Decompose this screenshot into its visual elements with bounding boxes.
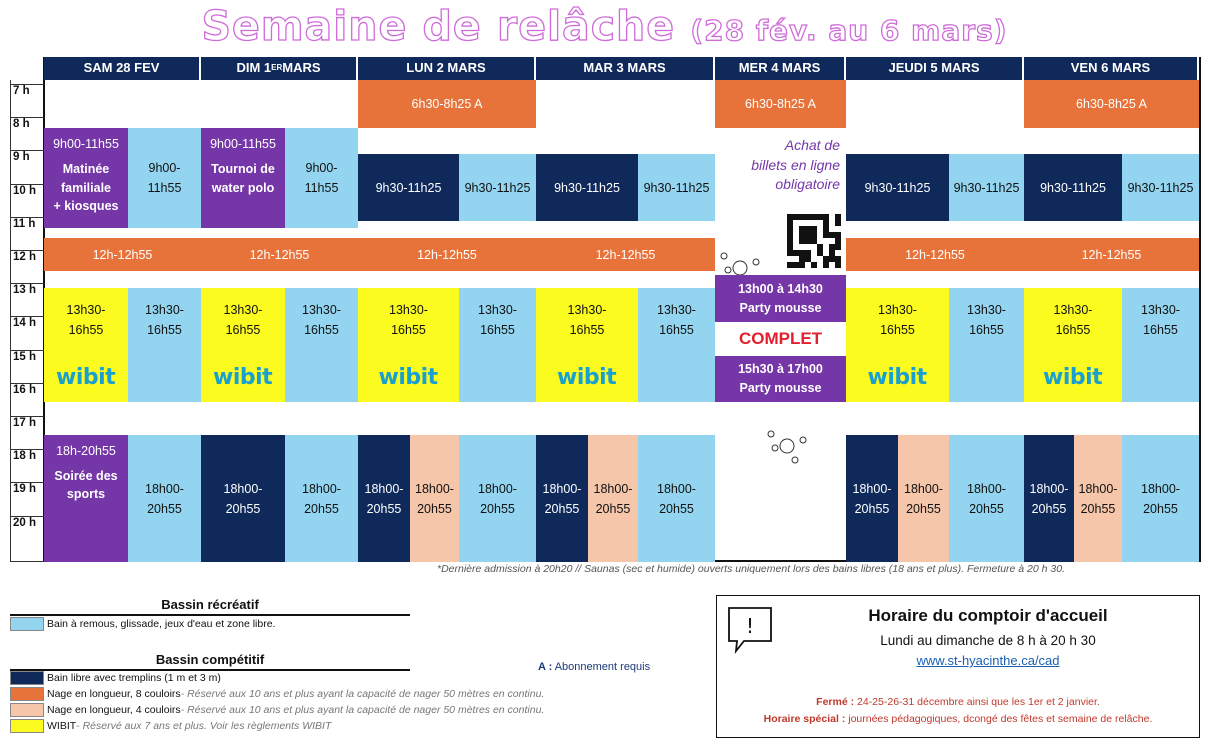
- sam-morning-special: [44, 128, 128, 228]
- accueil-link[interactable]: www.st-hyacinthe.ca/cad: [916, 653, 1060, 668]
- hour-column-frame: [10, 80, 44, 562]
- legend-label: Bain à remous, glissade, jeux d'eau et zone libre.: [47, 618, 276, 630]
- hour-label: 15 h: [11, 350, 44, 383]
- wibit-logo: wibit: [56, 364, 116, 390]
- hour-label: 11 h: [11, 217, 44, 250]
- ferme-text: Fermé : 24-25-26-31 décembre ainsi que les 1er et 2 janvier.: [816, 696, 1100, 708]
- day-header: SAM 28 FEV: [44, 57, 201, 80]
- mer-party-2: 15h30 à 17h00 Party mousse: [715, 356, 846, 402]
- legend-swatch: [10, 687, 44, 701]
- special-time: 9h00-11h55: [210, 137, 276, 152]
- special-title: Tournoi de water polo: [211, 162, 275, 195]
- legend-label: Nage en longueur, 8 couloirs: [47, 688, 181, 700]
- legend-row: [10, 617, 275, 631]
- wibit-logo: wibit: [378, 364, 438, 390]
- wibit-logo: wibit: [213, 364, 273, 390]
- accueil-title: Horaire du comptoir d'accueil: [868, 606, 1108, 625]
- hour-label: 14 h: [11, 316, 44, 349]
- special-title: Matinée familiale + kiosques: [53, 162, 119, 213]
- legend-swatch: [10, 617, 44, 631]
- noon-block: 12h-12h55: [1024, 238, 1199, 271]
- afternoon-rec: 13h30- 16h55: [949, 288, 1024, 402]
- wibit-logo: wibit: [557, 364, 617, 390]
- afternoon-wibit: 13h30- 16h55: [1024, 288, 1122, 402]
- hour-label: 17 h: [11, 416, 44, 449]
- dim-morning-special: [201, 128, 285, 228]
- early-block: 6h30-8h25 A: [715, 80, 846, 128]
- bubbles-icon: [765, 426, 815, 471]
- special-text: Horaire spécial : journées pédagogiques, dcongé des fêtes et semaine de relâche.: [763, 713, 1153, 725]
- morning-comp: 9h30-11h25: [1024, 154, 1122, 220]
- afternoon-wibit: 13h30- 16h55: [44, 288, 128, 402]
- afternoon-wibit: 13h30- 16h55: [846, 288, 949, 402]
- morning-rec: 9h30-11h25: [459, 154, 536, 220]
- accueil-box: [716, 595, 1200, 738]
- day-header: DIM 1 ER MARS: [201, 57, 358, 80]
- evening-comp: 18h00- 20h55: [846, 435, 898, 562]
- legend-label: WIBIT: [47, 720, 77, 732]
- evening-rec: 18h00- 20h55: [1122, 435, 1199, 562]
- sam-evening-rec: 18h00- 20h55: [128, 435, 201, 562]
- afternoon-wibit: 13h30- 16h55: [201, 288, 285, 402]
- wibit-logo: wibit: [867, 364, 927, 390]
- legend-note: - Réservé aux 10 ans et plus ayant la capacité de nager 50 mètres en continu.: [180, 688, 545, 700]
- abonnement-legend: A : Abonnement requis: [538, 661, 651, 673]
- hour-label: 7 h: [11, 84, 44, 117]
- evening-4lanes: 18h00- 20h55: [1074, 435, 1122, 562]
- hour-label: 8 h: [11, 117, 44, 150]
- afternoon-rec: 13h30- 16h55: [459, 288, 536, 402]
- qr-code-icon: [787, 214, 841, 268]
- day-header: LUN 2 MARS: [358, 57, 536, 80]
- legend-label: Bain libre avec tremplins (1 m et 3 m): [47, 672, 221, 684]
- hour-label: 12 h: [11, 250, 44, 283]
- noon-block: 12h-12h55: [536, 238, 715, 271]
- afternoon-wibit: 13h30- 16h55: [536, 288, 638, 402]
- day-header: MER 4 MARS: [715, 57, 846, 80]
- legend-swatch: [10, 719, 44, 733]
- evening-rec: 18h00- 20h55: [638, 435, 715, 562]
- sam-morning-rec: 9h00- 11h55: [128, 128, 201, 228]
- morning-comp: 9h30-11h25: [536, 154, 638, 220]
- day-header: JEUDI 5 MARS: [846, 57, 1024, 80]
- legend-row: [10, 671, 221, 685]
- wibit-logo: wibit: [1043, 364, 1103, 390]
- day-header: VEN 6 MARS: [1024, 57, 1199, 80]
- speech-bubble-icon: [726, 605, 774, 660]
- day-header: MAR 3 MARS: [536, 57, 715, 80]
- hour-label: 19 h: [11, 482, 44, 515]
- footnote: *Dernière admission à 20h20 // Saunas (sec et humide) ouverts uniquement lors des bains libres (18 ans et plus). Fermeture à 20 h 30.: [437, 563, 1066, 575]
- evening-comp: 18h00- 20h55: [201, 435, 285, 562]
- evening-4lanes: 18h00- 20h55: [410, 435, 459, 562]
- morning-comp: 9h30-11h25: [358, 154, 459, 220]
- legend-row: [10, 687, 544, 701]
- evening-4lanes: 18h00- 20h55: [898, 435, 949, 562]
- early-block: 6h30-8h25 A: [1024, 80, 1199, 128]
- afternoon-rec: 13h30- 16h55: [285, 288, 358, 402]
- noon-block: 12h-12h55: [358, 238, 536, 271]
- afternoon-rec: 13h30- 16h55: [638, 288, 715, 402]
- legend-note: - Réservé aux 7 ans et plus. Voir les règlements WIBIT: [76, 720, 332, 732]
- hour-label: 20 h: [11, 516, 44, 549]
- morning-rec: 9h30-11h25: [949, 154, 1024, 220]
- evening-rec: 18h00- 20h55: [949, 435, 1024, 562]
- special-time: 9h00-11h55: [53, 137, 119, 152]
- legend-row: [10, 719, 331, 733]
- evening-rec: 18h00- 20h55: [285, 435, 358, 562]
- afternoon-rec: 13h30- 16h55: [1122, 288, 1199, 402]
- morning-rec: 9h30-11h25: [638, 154, 715, 220]
- page-title: Semaine de relâche (28 fév. au 6 mars): [201, 2, 1008, 50]
- noon-block: 12h-12h55: [201, 238, 358, 271]
- noon-block: 12h-12h55: [44, 238, 201, 271]
- dim-morning-rec: 9h00- 11h55: [285, 128, 358, 228]
- hour-label: 18 h: [11, 449, 44, 482]
- legend-label: Nage en longueur, 4 couloirs: [47, 704, 181, 716]
- afternoon-wibit: 13h30- 16h55: [358, 288, 459, 402]
- hour-label: 13 h: [11, 283, 44, 316]
- evening-comp: 18h00- 20h55: [1024, 435, 1074, 562]
- svg-text:!: !: [745, 614, 755, 638]
- legend-comp-title: Bassin compétitif: [155, 652, 265, 667]
- special-time: 18h-20h55: [56, 444, 116, 459]
- sam-evening-special: [44, 435, 128, 562]
- morning-comp: 9h30-11h25: [846, 154, 949, 220]
- evening-4lanes: 18h00- 20h55: [588, 435, 638, 562]
- evening-comp: 18h00- 20h55: [358, 435, 410, 562]
- legend-rec-title: Bassin récréatif: [161, 597, 259, 612]
- noon-block: 12h-12h55: [846, 238, 1024, 271]
- hour-label: 10 h: [11, 184, 44, 217]
- legend-note: - Réservé aux 10 ans et plus ayant la capacité de nager 50 mètres en continu.: [180, 704, 545, 716]
- legend-divider: [10, 614, 410, 616]
- early-block: 6h30-8h25 A: [358, 80, 536, 128]
- evening-rec: 18h00- 20h55: [459, 435, 536, 562]
- hour-label: 16 h: [11, 383, 44, 416]
- special-title: Soirée des sports: [54, 469, 118, 502]
- accueil-hours: Lundi au dimanche de 8 h à 20 h 30: [880, 633, 1096, 648]
- mer-complet: COMPLET: [715, 322, 846, 355]
- legend-row: [10, 703, 544, 717]
- mer-party-1: 13h00 à 14h30 Party mousse: [715, 275, 846, 322]
- legend-swatch: [10, 703, 44, 717]
- evening-comp: 18h00- 20h55: [536, 435, 588, 562]
- afternoon-rec: 13h30- 16h55: [128, 288, 201, 402]
- mer-ticket-text: Achat de billets en ligne obligatoire: [715, 128, 846, 202]
- hour-label: 9 h: [11, 150, 44, 183]
- morning-rec: 9h30-11h25: [1122, 154, 1199, 220]
- legend-swatch: [10, 671, 44, 685]
